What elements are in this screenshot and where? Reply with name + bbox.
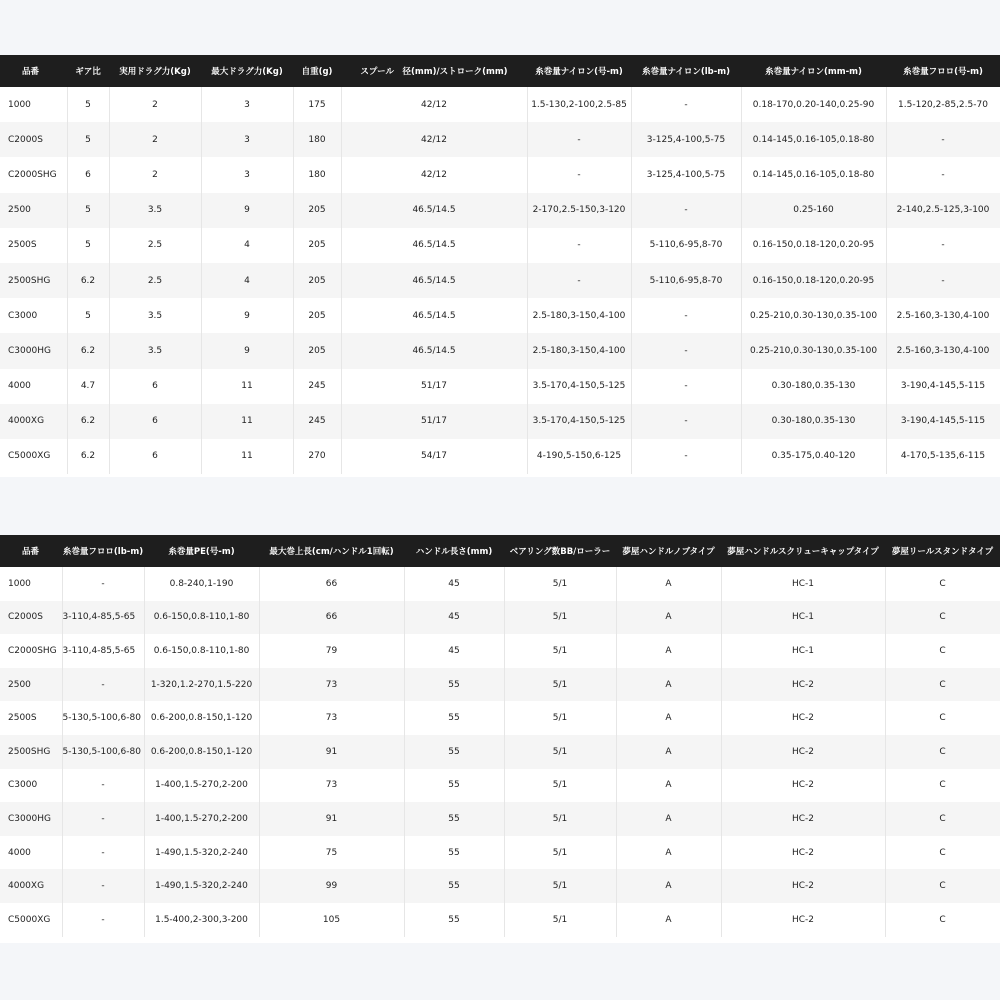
table1-header-cell: 品番 xyxy=(0,55,67,87)
table1-cell: 2500 xyxy=(0,193,67,228)
table1-cell: 9 xyxy=(201,333,293,368)
table1-cell: 3.5 xyxy=(109,298,201,333)
table1-cell: 42/12 xyxy=(341,157,527,192)
table2-header-cell: ハンドル長さ(mm) xyxy=(404,535,504,567)
table1-cell: 0.18-170,0.20-140,0.25-90 xyxy=(741,87,886,122)
table2-cell: C xyxy=(885,601,1000,635)
table1-header-cell: 糸巻量フロロ(号-m) xyxy=(886,55,1000,87)
table1-cell: 3 xyxy=(201,87,293,122)
table1-cell: - xyxy=(631,298,741,333)
table2-cell: A xyxy=(616,567,721,601)
table-row xyxy=(0,263,1000,298)
table-row xyxy=(0,567,1000,601)
spec-table-2-header-row xyxy=(0,535,1000,567)
table2-cell: C xyxy=(885,903,1000,937)
table1-cell: 6 xyxy=(109,404,201,439)
table-row xyxy=(0,735,1000,769)
table2-cell: 5/1 xyxy=(504,601,616,635)
table2-cell: HC-1 xyxy=(721,601,885,635)
table1-cell: 4000 xyxy=(0,369,67,404)
table1-cell: 2500SHG xyxy=(0,263,67,298)
table2-cell: 1-320,1.2-270,1.5-220 xyxy=(144,668,259,702)
table2-cell: C xyxy=(885,567,1000,601)
table1-cell: C2000S xyxy=(0,122,67,157)
table-row xyxy=(0,298,1000,333)
table1-cell: 3.5 xyxy=(109,193,201,228)
table2-cell: 55 xyxy=(404,735,504,769)
table1-cell: 5-110,6-95,8-70 xyxy=(631,263,741,298)
table1-cell: 3.5 xyxy=(109,333,201,368)
table1-cell: 1000 xyxy=(0,87,67,122)
table2-cell: 75 xyxy=(259,836,404,870)
table1-cell: 3-190,4-145,5-115 xyxy=(886,404,1000,439)
table2-cell: 2500 xyxy=(0,668,62,702)
table2-cell: 55 xyxy=(404,836,504,870)
table2-cell: 3-110,4-85,5-65 xyxy=(62,634,144,668)
spec-table-2-card xyxy=(0,535,1000,943)
table2-cell: 5/1 xyxy=(504,903,616,937)
table2-cell: 55 xyxy=(404,701,504,735)
table2-cell: 45 xyxy=(404,601,504,635)
table2-cell: 5/1 xyxy=(504,634,616,668)
table2-cell: 0.6-150,0.8-110,1-80 xyxy=(144,634,259,668)
table2-cell: - xyxy=(62,567,144,601)
table2-cell: HC-1 xyxy=(721,567,885,601)
table1-cell: 3 xyxy=(201,122,293,157)
table1-cell: 205 xyxy=(293,298,341,333)
table2-header-cell: 最大巻上長(cm/ハンドル1回転) xyxy=(259,535,404,567)
table1-cell: 51/17 xyxy=(341,369,527,404)
table-row xyxy=(0,404,1000,439)
table2-cell: 45 xyxy=(404,567,504,601)
table1-cell: C5000XG xyxy=(0,439,67,474)
table1-cell: 1.5-120,2-85,2.5-70 xyxy=(886,87,1000,122)
table1-cell: 0.30-180,0.35-130 xyxy=(741,404,886,439)
table1-cell: 2-140,2.5-125,3-100 xyxy=(886,193,1000,228)
spec-table-1 xyxy=(0,55,1000,474)
spec-table-1-header-row xyxy=(0,55,1000,87)
table1-cell: C2000SHG xyxy=(0,157,67,192)
table2-cell: 66 xyxy=(259,601,404,635)
table1-cell: 46.5/14.5 xyxy=(341,333,527,368)
table2-cell: A xyxy=(616,903,721,937)
table2-cell: 3-110,4-85,5-65 xyxy=(62,601,144,635)
table2-cell: HC-2 xyxy=(721,735,885,769)
table2-cell: A xyxy=(616,735,721,769)
table1-cell: 2.5-160,3-130,4-100 xyxy=(886,298,1000,333)
table2-cell: 73 xyxy=(259,769,404,803)
table1-cell: 2 xyxy=(109,87,201,122)
table-row xyxy=(0,634,1000,668)
table2-cell: HC-2 xyxy=(721,869,885,903)
table2-cell: - xyxy=(62,869,144,903)
table1-cell: 0.35-175,0.40-120 xyxy=(741,439,886,474)
table1-header-cell: 実用ドラグ力(Kg) xyxy=(109,55,201,87)
table1-cell: 46.5/14.5 xyxy=(341,298,527,333)
table2-cell: 0.6-150,0.8-110,1-80 xyxy=(144,601,259,635)
table-row xyxy=(0,333,1000,368)
table2-cell: 55 xyxy=(404,802,504,836)
table1-header-cell: 最大ドラグ力(Kg) xyxy=(201,55,293,87)
table-row xyxy=(0,668,1000,702)
table2-cell: 45 xyxy=(404,634,504,668)
table2-cell: 5-130,5-100,6-80 xyxy=(62,701,144,735)
table1-cell: 4-170,5-135,6-115 xyxy=(886,439,1000,474)
table1-cell: 2.5 xyxy=(109,263,201,298)
table1-cell: 0.16-150,0.18-120,0.20-95 xyxy=(741,228,886,263)
table1-cell: - xyxy=(527,228,631,263)
table1-cell: 0.16-150,0.18-120,0.20-95 xyxy=(741,263,886,298)
table2-cell: - xyxy=(62,769,144,803)
table1-cell: - xyxy=(631,404,741,439)
table2-header-cell: 夢屋ハンドルスクリューキャップタイプ xyxy=(721,535,885,567)
table2-cell: HC-2 xyxy=(721,836,885,870)
table-row xyxy=(0,802,1000,836)
table1-cell: 4 xyxy=(201,228,293,263)
table1-cell: 0.30-180,0.35-130 xyxy=(741,369,886,404)
table1-cell: - xyxy=(631,439,741,474)
table1-cell: 2.5-180,3-150,4-100 xyxy=(527,333,631,368)
table1-cell: - xyxy=(886,228,1000,263)
table2-cell: C xyxy=(885,836,1000,870)
table1-cell: 0.25-160 xyxy=(741,193,886,228)
table1-cell: 2 xyxy=(109,157,201,192)
table1-cell: - xyxy=(886,122,1000,157)
table2-cell: HC-1 xyxy=(721,634,885,668)
table2-cell: 5/1 xyxy=(504,869,616,903)
table1-cell: 42/12 xyxy=(341,122,527,157)
table-row xyxy=(0,369,1000,404)
table1-cell: 2 xyxy=(109,122,201,157)
table1-cell: 180 xyxy=(293,157,341,192)
table-row xyxy=(0,122,1000,157)
table1-cell: 11 xyxy=(201,439,293,474)
table2-cell: - xyxy=(62,802,144,836)
table2-cell: 91 xyxy=(259,735,404,769)
table1-cell: 3-125,4-100,5-75 xyxy=(631,157,741,192)
table-row xyxy=(0,87,1000,122)
table1-cell: 4 xyxy=(201,263,293,298)
table1-cell: 245 xyxy=(293,404,341,439)
table1-cell: - xyxy=(631,333,741,368)
table1-cell: 5-110,6-95,8-70 xyxy=(631,228,741,263)
table1-header-cell: 自重(g) xyxy=(293,55,341,87)
table2-cell: HC-2 xyxy=(721,769,885,803)
table-row xyxy=(0,869,1000,903)
table2-cell: C xyxy=(885,634,1000,668)
table2-header-cell: 品番 xyxy=(0,535,62,567)
spec-table-1-body xyxy=(0,87,1000,474)
table2-cell: A xyxy=(616,601,721,635)
table2-cell: C2000S xyxy=(0,601,62,635)
table1-cell: 3.5-170,4-150,5-125 xyxy=(527,369,631,404)
table2-cell: C3000 xyxy=(0,769,62,803)
table1-cell: 9 xyxy=(201,193,293,228)
table2-cell: 73 xyxy=(259,668,404,702)
table1-header-cell: ギア比 xyxy=(67,55,109,87)
table1-cell: 5 xyxy=(67,193,109,228)
table2-cell: HC-2 xyxy=(721,701,885,735)
table1-cell: - xyxy=(527,122,631,157)
table1-cell: 3-125,4-100,5-75 xyxy=(631,122,741,157)
table2-cell: C xyxy=(885,769,1000,803)
table1-header-cell: 糸巻量ナイロン(lb-m) xyxy=(631,55,741,87)
table1-cell: - xyxy=(527,263,631,298)
table-row xyxy=(0,157,1000,192)
table1-cell: 0.14-145,0.16-105,0.18-80 xyxy=(741,157,886,192)
table2-cell: 0.8-240,1-190 xyxy=(144,567,259,601)
table2-cell: 1-400,1.5-270,2-200 xyxy=(144,769,259,803)
table1-cell: 9 xyxy=(201,298,293,333)
table1-cell: 51/17 xyxy=(341,404,527,439)
table2-cell: C3000HG xyxy=(0,802,62,836)
table-row xyxy=(0,836,1000,870)
table2-cell: 5/1 xyxy=(504,567,616,601)
table1-cell: 2.5-180,3-150,4-100 xyxy=(527,298,631,333)
table1-cell: 4-190,5-150,6-125 xyxy=(527,439,631,474)
table1-cell: 0.14-145,0.16-105,0.18-80 xyxy=(741,122,886,157)
table2-cell: 2500SHG xyxy=(0,735,62,769)
table2-cell: - xyxy=(62,836,144,870)
table-row xyxy=(0,769,1000,803)
table2-cell: 0.6-200,0.8-150,1-120 xyxy=(144,701,259,735)
table2-cell: C xyxy=(885,869,1000,903)
table1-cell: - xyxy=(527,157,631,192)
table1-cell: 54/17 xyxy=(341,439,527,474)
table2-cell: 0.6-200,0.8-150,1-120 xyxy=(144,735,259,769)
table1-cell: 3 xyxy=(201,157,293,192)
table1-cell: 6.2 xyxy=(67,439,109,474)
table1-cell: 205 xyxy=(293,263,341,298)
table2-cell: 4000 xyxy=(0,836,62,870)
table1-cell: 5 xyxy=(67,298,109,333)
table2-cell: 5/1 xyxy=(504,701,616,735)
table1-cell: 175 xyxy=(293,87,341,122)
table2-cell: 105 xyxy=(259,903,404,937)
table2-cell: 4000XG xyxy=(0,869,62,903)
table2-cell: 5/1 xyxy=(504,735,616,769)
table2-cell: 5-130,5-100,6-80 xyxy=(62,735,144,769)
table2-cell: HC-2 xyxy=(721,802,885,836)
table1-cell: 205 xyxy=(293,193,341,228)
table2-cell: C xyxy=(885,701,1000,735)
table2-cell: 55 xyxy=(404,668,504,702)
table1-cell: 1.5-130,2-100,2.5-85 xyxy=(527,87,631,122)
table1-cell: 5 xyxy=(67,122,109,157)
table2-cell: 1-490,1.5-320,2-240 xyxy=(144,836,259,870)
table1-cell: 46.5/14.5 xyxy=(341,193,527,228)
table1-cell: 6 xyxy=(109,439,201,474)
table2-cell: C xyxy=(885,802,1000,836)
table2-cell: - xyxy=(62,903,144,937)
table2-header-cell: 夢屋ハンドルノブタイプ xyxy=(616,535,721,567)
table-row xyxy=(0,193,1000,228)
table2-cell: 1.5-400,2-300,3-200 xyxy=(144,903,259,937)
table2-cell: 5/1 xyxy=(504,769,616,803)
table1-cell: 5 xyxy=(67,87,109,122)
table2-header-cell: 糸巻量PE(号-m) xyxy=(144,535,259,567)
table2-header-cell: 夢屋リールスタンドタイプ xyxy=(885,535,1000,567)
table1-header-cell: 糸巻量ナイロン(号-m) xyxy=(527,55,631,87)
table2-cell: HC-2 xyxy=(721,668,885,702)
spec-table-1-card xyxy=(0,55,1000,477)
table1-cell: 3.5-170,4-150,5-125 xyxy=(527,404,631,439)
table1-cell: 3-190,4-145,5-115 xyxy=(886,369,1000,404)
table1-cell: 46.5/14.5 xyxy=(341,228,527,263)
table2-cell: 1000 xyxy=(0,567,62,601)
table1-cell: - xyxy=(886,263,1000,298)
table2-cell: 5/1 xyxy=(504,836,616,870)
table-row xyxy=(0,701,1000,735)
spec-table-2-body xyxy=(0,567,1000,937)
table1-cell: 2500S xyxy=(0,228,67,263)
table1-cell: C3000 xyxy=(0,298,67,333)
table2-cell: 66 xyxy=(259,567,404,601)
table1-cell: 245 xyxy=(293,369,341,404)
table2-cell: 79 xyxy=(259,634,404,668)
table2-cell: 99 xyxy=(259,869,404,903)
table1-cell: 205 xyxy=(293,228,341,263)
table1-cell: 2.5-160,3-130,4-100 xyxy=(886,333,1000,368)
table-row xyxy=(0,601,1000,635)
table2-cell: C xyxy=(885,668,1000,702)
table2-cell: 55 xyxy=(404,903,504,937)
table1-cell: - xyxy=(631,87,741,122)
table1-cell: 6.2 xyxy=(67,263,109,298)
table1-cell: 205 xyxy=(293,333,341,368)
table1-cell: 5 xyxy=(67,228,109,263)
table-row xyxy=(0,439,1000,474)
table1-cell: 0.25-210,0.30-130,0.35-100 xyxy=(741,298,886,333)
table1-cell: 4000XG xyxy=(0,404,67,439)
table1-cell: 270 xyxy=(293,439,341,474)
table2-cell: - xyxy=(62,668,144,702)
table2-cell: A xyxy=(616,802,721,836)
table2-cell: C2000SHG xyxy=(0,634,62,668)
table2-cell: A xyxy=(616,634,721,668)
table1-cell: C3000HG xyxy=(0,333,67,368)
table1-cell: 11 xyxy=(201,404,293,439)
table2-cell: HC-2 xyxy=(721,903,885,937)
spec-table-2 xyxy=(0,535,1000,937)
table1-cell: 180 xyxy=(293,122,341,157)
table1-cell: 11 xyxy=(201,369,293,404)
table1-cell: 42/12 xyxy=(341,87,527,122)
table1-cell: 6 xyxy=(67,157,109,192)
table1-cell: 0.25-210,0.30-130,0.35-100 xyxy=(741,333,886,368)
table1-cell: - xyxy=(886,157,1000,192)
table2-cell: A xyxy=(616,769,721,803)
table2-header-cell: 糸巻量フロロ(lb-m) xyxy=(62,535,144,567)
table1-cell: - xyxy=(631,193,741,228)
table1-cell: - xyxy=(631,369,741,404)
table1-cell: 2-170,2.5-150,3-120 xyxy=(527,193,631,228)
table2-cell: 73 xyxy=(259,701,404,735)
table1-header-cell: スプール 径(mm)/ストローク(mm) xyxy=(341,55,527,87)
table1-cell: 6.2 xyxy=(67,404,109,439)
table2-cell: 55 xyxy=(404,869,504,903)
table2-cell: 91 xyxy=(259,802,404,836)
table2-cell: C5000XG xyxy=(0,903,62,937)
table2-header-cell: ベアリング数BB/ローラー xyxy=(504,535,616,567)
table2-cell: 1-490,1.5-320,2-240 xyxy=(144,869,259,903)
table1-cell: 6.2 xyxy=(67,333,109,368)
table1-cell: 2.5 xyxy=(109,228,201,263)
table2-cell: 5/1 xyxy=(504,668,616,702)
table2-cell: C xyxy=(885,735,1000,769)
table2-cell: 5/1 xyxy=(504,802,616,836)
table-row xyxy=(0,903,1000,937)
table2-cell: A xyxy=(616,668,721,702)
table2-cell: A xyxy=(616,836,721,870)
table-row xyxy=(0,228,1000,263)
table1-header-cell: 糸巻量ナイロン(mm-m) xyxy=(741,55,886,87)
table2-cell: A xyxy=(616,869,721,903)
table1-cell: 4.7 xyxy=(67,369,109,404)
table1-cell: 6 xyxy=(109,369,201,404)
table2-cell: 2500S xyxy=(0,701,62,735)
table2-cell: 1-400,1.5-270,2-200 xyxy=(144,802,259,836)
table2-cell: A xyxy=(616,701,721,735)
table1-cell: 46.5/14.5 xyxy=(341,263,527,298)
table2-cell: 55 xyxy=(404,769,504,803)
